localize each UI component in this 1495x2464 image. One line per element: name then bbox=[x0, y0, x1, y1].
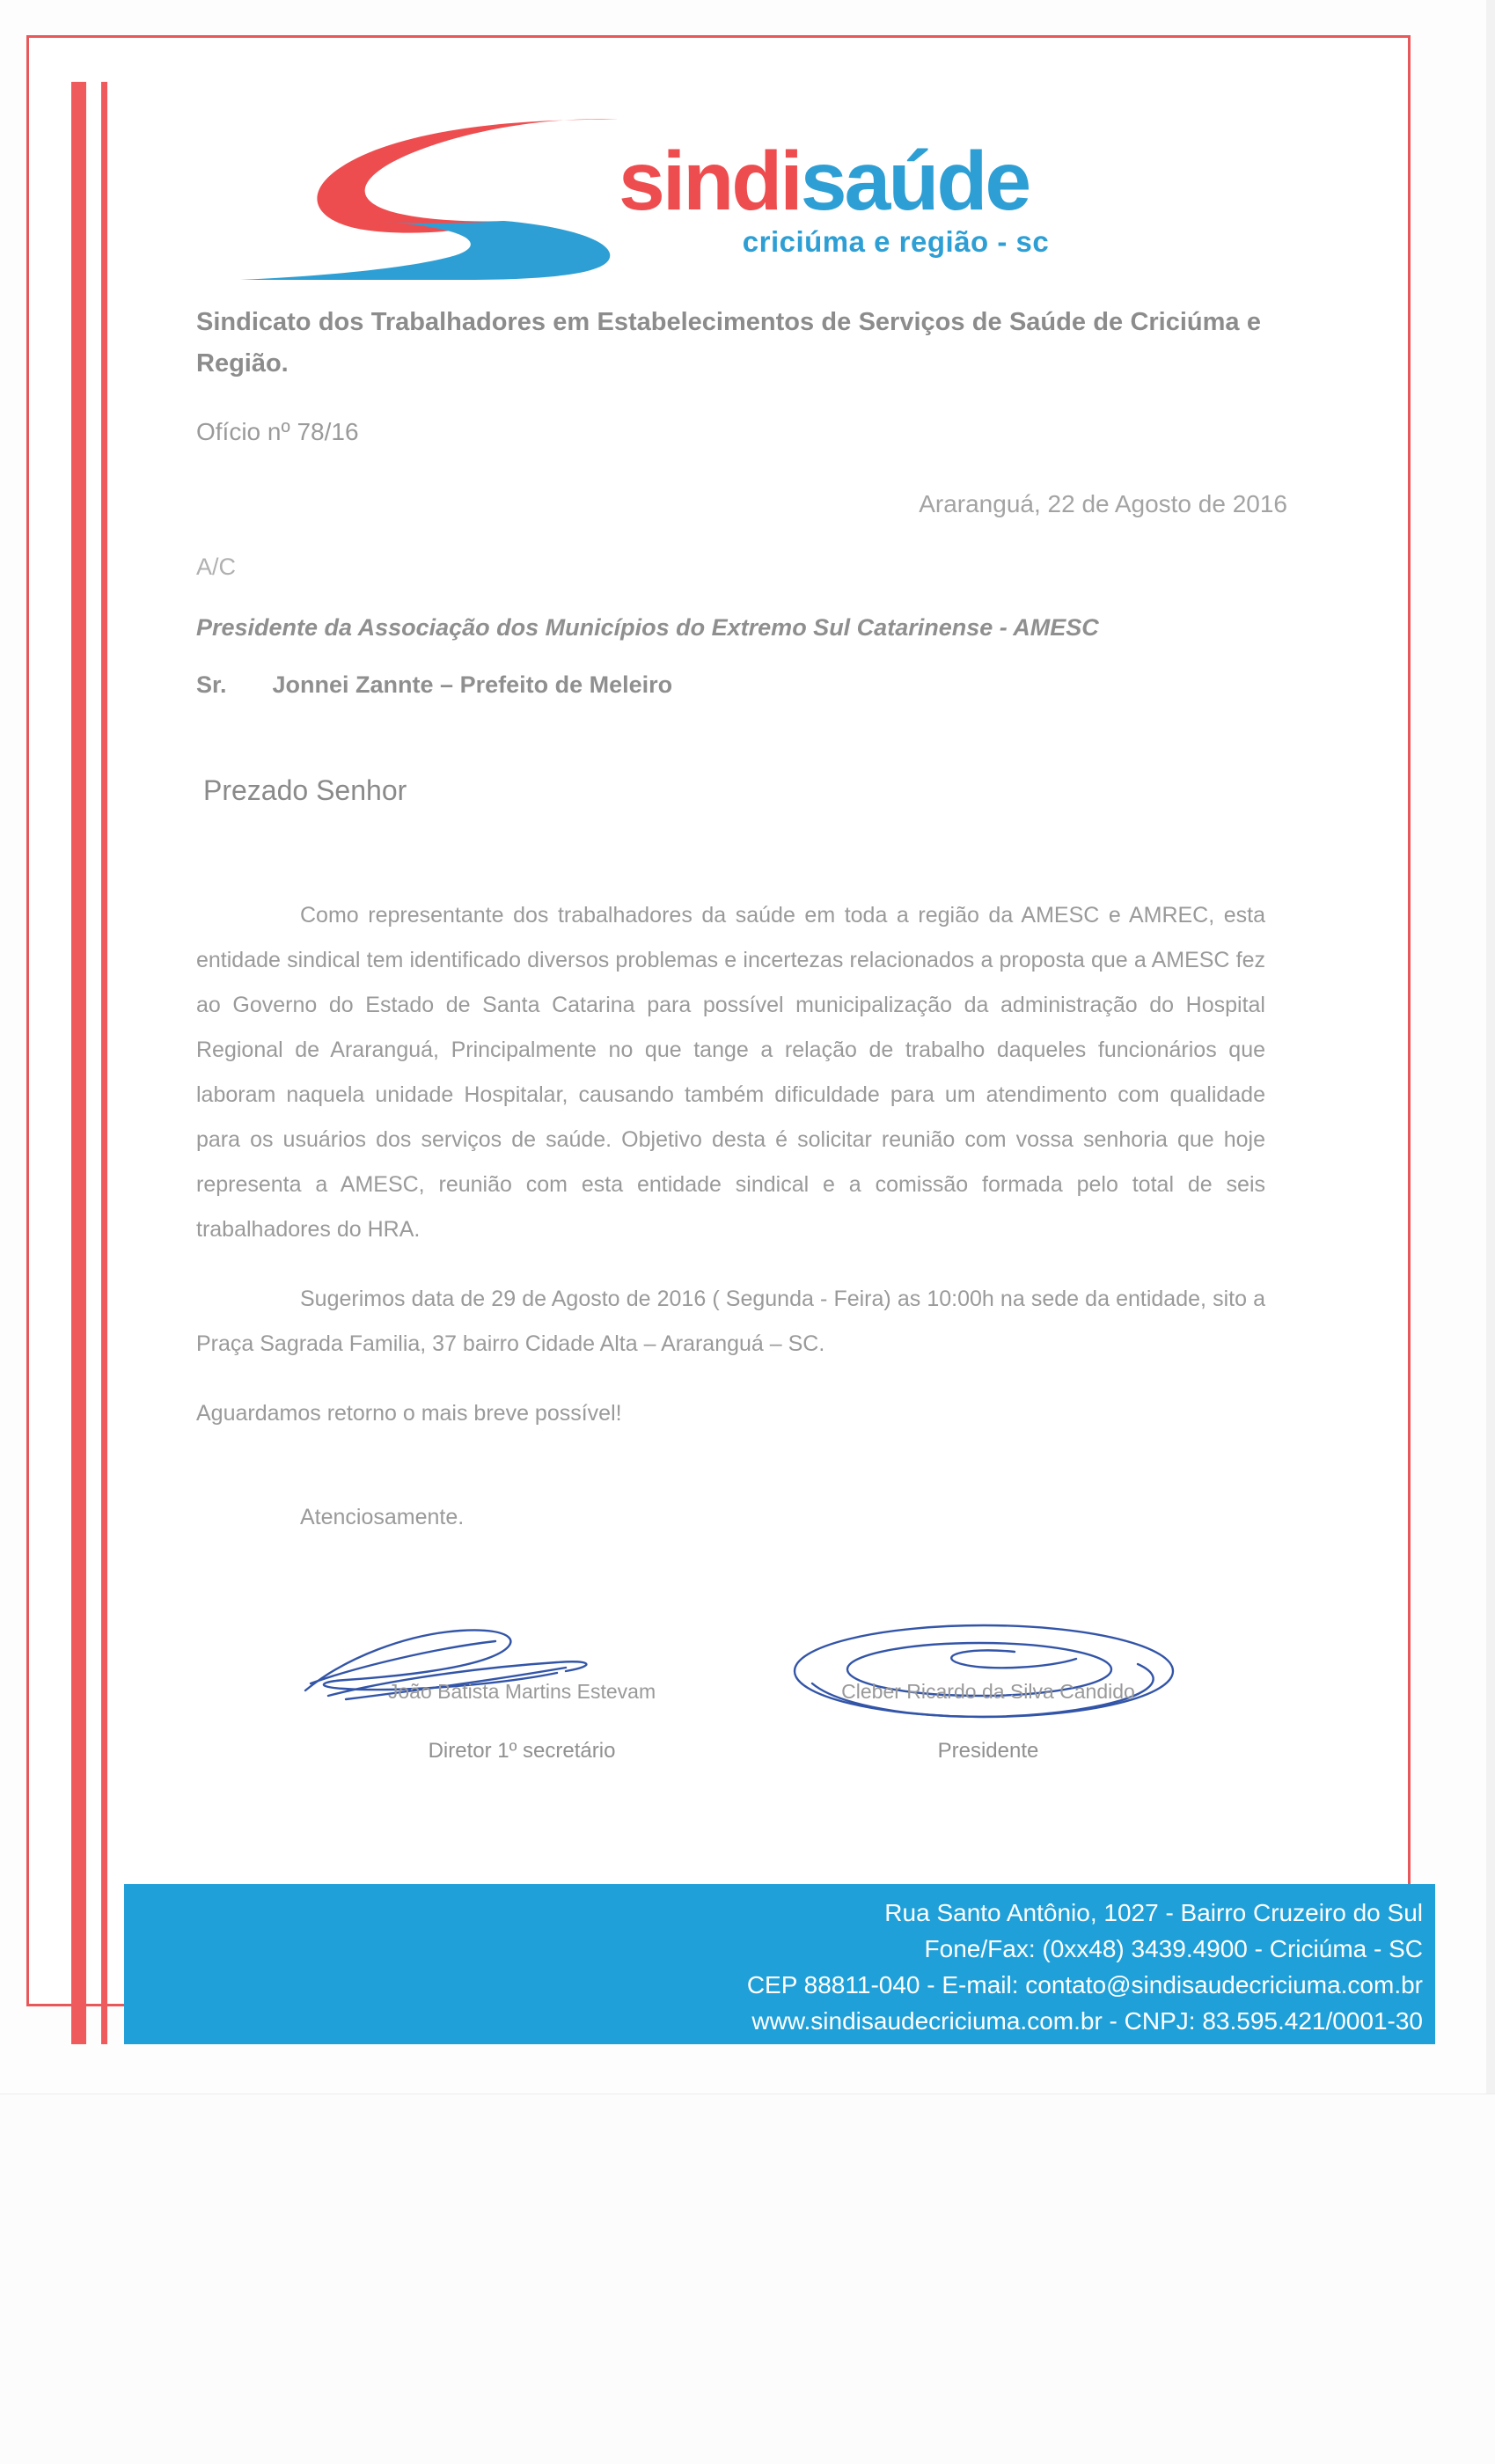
body-paragraph-1: Como representante dos trabalhadores da saúde em toda a região da AMESC e AMREC, esta entidade sindical tem identificado diversos problemas e incertezas relacionados a proposta que a AMESC fez ao Governo do Estado de Santa Catarina para possível municipalização da administração do Hospital Regional de Araranguá, Principalmente no que tange a relação de trabalho daqueles funcionários que laboram naquela unidade Hospitalar, causando também dificuldade para um atendimento com qualidade para os usuários dos serviços de saúde. Objetivo desta é solicitar reunião com vossa senhoria que hoje representa a AMESC, reunião com esta entidade sindical e a comissão formada pelo total de seis trabalhadores do HRA. bbox=[196, 903, 1265, 1242]
footer-email-line: CEP 88811-040 - E-mail: contato@sindisaudecriciuma.com.br bbox=[746, 1971, 1423, 1998]
handwritten-signature-icon bbox=[759, 1622, 1217, 1719]
body-paragraph-2: Sugerimos data de 29 de Agosto de 2016 ( Segunda - Feira) as 10:00h na sede da entidade, sito a Praça Sagrada Familia, 37 bairro Cidade Alta – Araranguá – SC. bbox=[196, 1287, 1265, 1356]
recipient-person-line bbox=[196, 671, 1296, 699]
body-paragraph-3: Aguardamos retorno o mais breve possível! bbox=[196, 1401, 622, 1426]
signature-block-president bbox=[759, 1622, 1217, 1764]
signature-name: Cleber Ricardo da Silva Candido bbox=[841, 1680, 1135, 1703]
recipient-line: Presidente da Associação dos Municípios do Extremo Sul Catarinense - AMESC bbox=[196, 614, 1099, 641]
scan-edge-bottom bbox=[0, 2094, 1495, 2464]
organization-title: Sindicato dos Trabalhadores em Estabelecimentos de Serviços de Saúde de Criciúma e Região. bbox=[196, 308, 1261, 378]
document-body bbox=[196, 302, 1296, 1530]
footer-website-line: www.sindisaudecriciuma.com.br - CNPJ: 83.595.421/0001-30 bbox=[751, 2007, 1423, 2035]
logo-block bbox=[240, 104, 1208, 306]
attention-label: A/C bbox=[196, 554, 237, 580]
frame-bar-thin bbox=[101, 82, 107, 2044]
logo-wordmark-text bbox=[619, 135, 1199, 228]
logo-wordmark bbox=[619, 135, 1199, 271]
signature-block-secretary bbox=[293, 1622, 751, 1764]
sindisaude-swoosh-icon bbox=[240, 104, 619, 280]
closing-line: Atenciosamente. bbox=[300, 1505, 465, 1529]
footer-address-line: Rua Santo Antônio, 1027 - Bairro Cruzeiro do Sul bbox=[884, 1899, 1423, 1926]
oficio-number: Ofício nº 78/16 bbox=[196, 418, 359, 445]
logo-word-sindi: sindi bbox=[619, 135, 801, 228]
date-line: Araranguá, 22 de Agosto de 2016 bbox=[919, 490, 1287, 517]
footer-phone-line: Fone/Fax: (0xx48) 3439.4900 - Criciúma - SC bbox=[924, 1935, 1423, 1962]
greeting-line: Prezado Senhor bbox=[203, 774, 407, 806]
frame-bar-thick bbox=[71, 82, 86, 2044]
letterhead-frame bbox=[26, 35, 1423, 2035]
salutation-label: Sr. bbox=[196, 671, 227, 698]
handwritten-signature-icon bbox=[293, 1622, 751, 1719]
logo-subtitle: criciúma e região - sc bbox=[742, 225, 1050, 258]
signature-area bbox=[196, 1622, 1305, 1912]
signature-name: João Batista Martins Estevam bbox=[387, 1680, 656, 1703]
footer-contact-lines bbox=[747, 1895, 1423, 2039]
logo-word-saude: saúde bbox=[800, 135, 1030, 228]
signature-role: Presidente bbox=[937, 1739, 1039, 1763]
signature-role: Diretor 1º secretário bbox=[428, 1739, 616, 1763]
footer-contact-bar bbox=[124, 1884, 1435, 2044]
recipient-person-name: Jonnei Zannte – Prefeito de Meleiro bbox=[272, 671, 673, 698]
